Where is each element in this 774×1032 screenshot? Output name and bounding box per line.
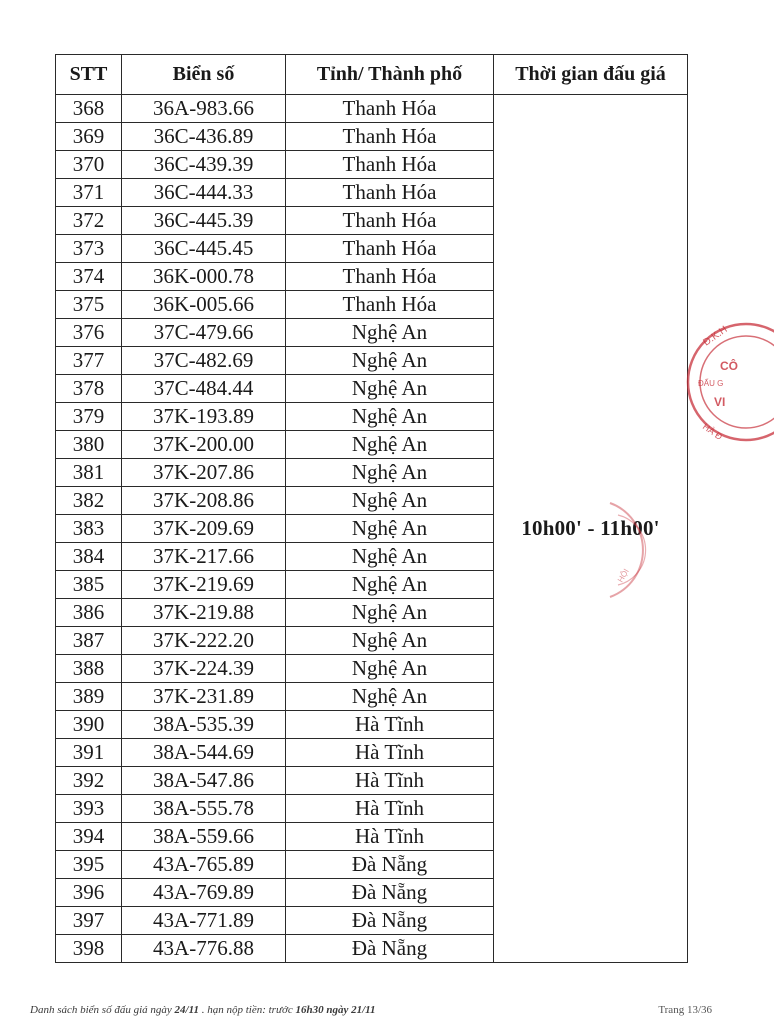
license-plate-table xyxy=(55,54,688,963)
cell-province: Thanh Hóa xyxy=(286,95,494,123)
page-number: Trang 13/36 xyxy=(658,1004,712,1016)
cell-plate-number: 43A-765.89 xyxy=(122,851,286,879)
cell-province: Nghệ An xyxy=(286,347,494,375)
cell-stt: 398 xyxy=(56,935,122,963)
cell-stt: 382 xyxy=(56,487,122,515)
svg-text:HỘI: HỘI xyxy=(615,567,631,584)
footer-note: Danh sách biển số đấu giá ngày 24/11 . hạn nộp tiền: trước 16h30 ngày 21/11 xyxy=(30,1004,376,1016)
cell-stt: 385 xyxy=(56,571,122,599)
cell-province: Nghệ An xyxy=(286,459,494,487)
svg-text:HÀ Đ: HÀ Đ xyxy=(700,421,725,442)
header-province: Tỉnh/ Thành phố xyxy=(286,55,494,95)
cell-province: Thanh Hóa xyxy=(286,151,494,179)
cell-province: Đà Nẵng xyxy=(286,851,494,879)
cell-plate-number: 36A-983.66 xyxy=(122,95,286,123)
table-body xyxy=(56,95,688,963)
cell-plate-number: 38A-535.39 xyxy=(122,711,286,739)
cell-stt: 379 xyxy=(56,403,122,431)
cell-province: Thanh Hóa xyxy=(286,291,494,319)
cell-province: Nghệ An xyxy=(286,403,494,431)
cell-province: Hà Tĩnh xyxy=(286,739,494,767)
cell-plate-number: 43A-776.88 xyxy=(122,935,286,963)
svg-text:ĐẤU G: ĐẤU G xyxy=(698,379,724,388)
cell-plate-number: 37K-219.88 xyxy=(122,599,286,627)
cell-province: Thanh Hóa xyxy=(286,123,494,151)
cell-stt: 383 xyxy=(56,515,122,543)
cell-plate-number: 36C-445.39 xyxy=(122,207,286,235)
cell-plate-number: 36C-444.33 xyxy=(122,179,286,207)
cell-plate-number: 37K-207.86 xyxy=(122,459,286,487)
header-stt: STT xyxy=(56,55,122,95)
cell-plate-number: 43A-771.89 xyxy=(122,907,286,935)
document-page xyxy=(55,54,687,963)
cell-stt: 370 xyxy=(56,151,122,179)
cell-stt: 380 xyxy=(56,431,122,459)
cell-stt: 381 xyxy=(56,459,122,487)
cell-stt: 390 xyxy=(56,711,122,739)
cell-province: Nghệ An xyxy=(286,627,494,655)
cell-stt: 396 xyxy=(56,879,122,907)
cell-plate-number: 38A-547.86 xyxy=(122,767,286,795)
cell-stt: 368 xyxy=(56,95,122,123)
cell-plate-number: 36K-005.66 xyxy=(122,291,286,319)
cell-stt: 373 xyxy=(56,235,122,263)
cell-province: Thanh Hóa xyxy=(286,263,494,291)
page-footer xyxy=(30,1004,712,1016)
cell-plate-number: 37K-222.20 xyxy=(122,627,286,655)
cell-province: Nghệ An xyxy=(286,375,494,403)
cell-plate-number: 37K-219.69 xyxy=(122,571,286,599)
cell-plate-number: 38A-559.66 xyxy=(122,823,286,851)
cell-stt: 392 xyxy=(56,767,122,795)
cell-plate-number: 37K-217.66 xyxy=(122,543,286,571)
cell-province: Nghệ An xyxy=(286,543,494,571)
cell-province: Hà Tĩnh xyxy=(286,795,494,823)
cell-province: Nghệ An xyxy=(286,431,494,459)
cell-province: Nghệ An xyxy=(286,487,494,515)
cell-stt: 375 xyxy=(56,291,122,319)
cell-stt: 389 xyxy=(56,683,122,711)
cell-stt: 371 xyxy=(56,179,122,207)
cell-stt: 387 xyxy=(56,627,122,655)
cell-plate-number: 36C-439.39 xyxy=(122,151,286,179)
header-plate-number: Biển số xyxy=(122,55,286,95)
cell-stt: 386 xyxy=(56,599,122,627)
cell-province: Nghệ An xyxy=(286,571,494,599)
cell-province: Nghệ An xyxy=(286,515,494,543)
cell-stt: 388 xyxy=(56,655,122,683)
table-header-row xyxy=(56,55,688,95)
cell-stt: 394 xyxy=(56,823,122,851)
seal-stamp xyxy=(684,318,774,448)
cell-stt: 374 xyxy=(56,263,122,291)
cell-stt: 384 xyxy=(56,543,122,571)
cell-plate-number: 36K-000.78 xyxy=(122,263,286,291)
cell-plate-number: 37K-224.39 xyxy=(122,655,286,683)
cell-province: Hà Tĩnh xyxy=(286,823,494,851)
cell-province: Thanh Hóa xyxy=(286,235,494,263)
cell-stt: 369 xyxy=(56,123,122,151)
cell-auction-time: 10h00' - 11h00' xyxy=(494,95,688,963)
cell-province: Nghệ An xyxy=(286,599,494,627)
cell-province: Thanh Hóa xyxy=(286,207,494,235)
cell-stt: 378 xyxy=(56,375,122,403)
cell-province: Nghệ An xyxy=(286,319,494,347)
cell-province: Thanh Hóa xyxy=(286,179,494,207)
cell-stt: 376 xyxy=(56,319,122,347)
cell-stt: 393 xyxy=(56,795,122,823)
footer-auction-date: 24/11 xyxy=(174,1004,199,1016)
footer-deadline: 16h30 ngày 21/11 xyxy=(295,1004,376,1016)
cell-plate-number: 36C-436.89 xyxy=(122,123,286,151)
cell-stt: 377 xyxy=(56,347,122,375)
cell-province: Đà Nẵng xyxy=(286,907,494,935)
cell-province: Đà Nẵng xyxy=(286,879,494,907)
cell-province: Hà Tĩnh xyxy=(286,767,494,795)
cell-plate-number: 37C-482.69 xyxy=(122,347,286,375)
cell-plate-number: 37K-200.00 xyxy=(122,431,286,459)
cell-plate-number: 37K-193.89 xyxy=(122,403,286,431)
cell-plate-number: 36C-445.45 xyxy=(122,235,286,263)
cell-plate-number: 37K-231.89 xyxy=(122,683,286,711)
cell-plate-number: 43A-769.89 xyxy=(122,879,286,907)
cell-plate-number: 37K-209.69 xyxy=(122,515,286,543)
cell-plate-number: 38A-544.69 xyxy=(122,739,286,767)
svg-text:VI: VI xyxy=(714,395,726,409)
cell-stt: 395 xyxy=(56,851,122,879)
cell-plate-number: 37C-484.44 xyxy=(122,375,286,403)
cell-province: Nghệ An xyxy=(286,683,494,711)
header-auction-time: Thời gian đấu giá xyxy=(494,55,688,95)
cell-stt: 397 xyxy=(56,907,122,935)
cell-plate-number: 37C-479.66 xyxy=(122,319,286,347)
cell-plate-number: 38A-555.78 xyxy=(122,795,286,823)
cell-province: Hà Tĩnh xyxy=(286,711,494,739)
cell-plate-number: 37K-208.86 xyxy=(122,487,286,515)
svg-text:CÔ: CÔ xyxy=(720,359,738,373)
svg-text:Đ.K.H: Đ.K.H xyxy=(701,324,730,349)
table-row xyxy=(56,95,688,123)
cell-province: Nghệ An xyxy=(286,655,494,683)
cell-stt: 372 xyxy=(56,207,122,235)
cell-stt: 391 xyxy=(56,739,122,767)
seal-stamp-faint xyxy=(600,495,646,605)
cell-province: Đà Nẵng xyxy=(286,935,494,963)
